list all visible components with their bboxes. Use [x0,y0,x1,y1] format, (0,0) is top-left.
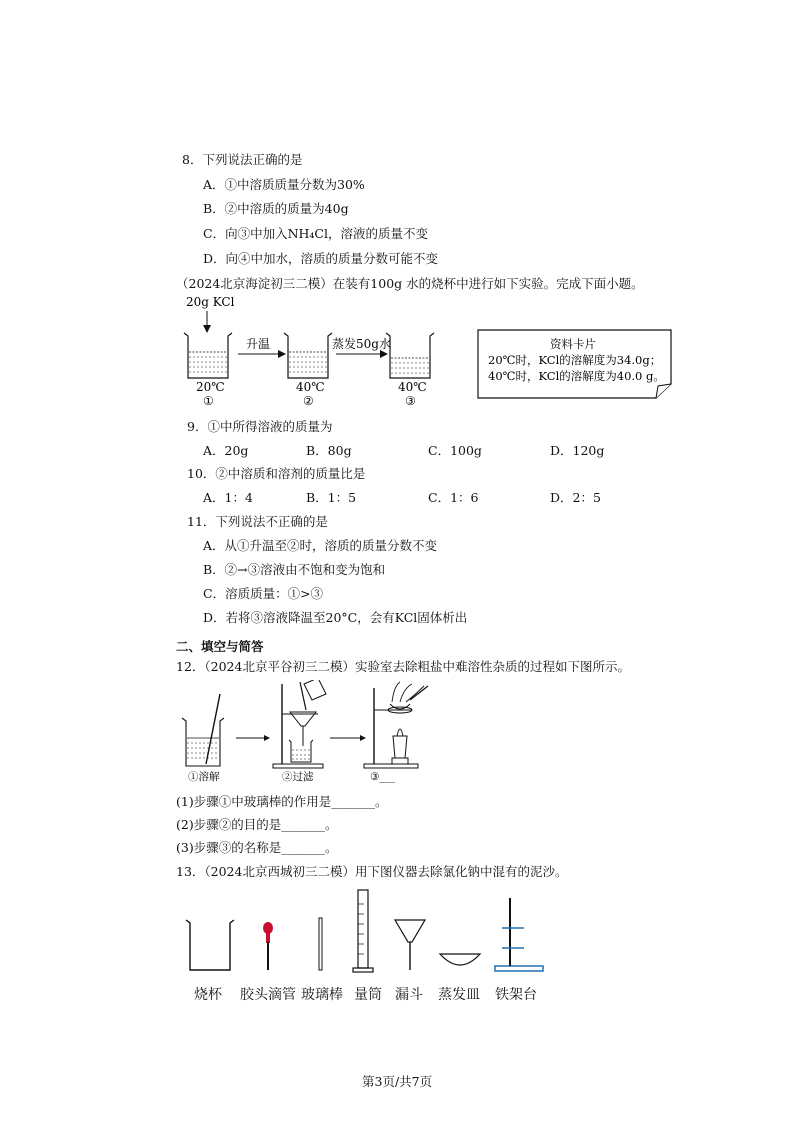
funnel-icon [395,920,425,970]
card-line-2: 40℃时，KCl的溶解度为40.0 g。 [488,369,665,383]
glass-rod-icon [319,918,322,970]
q11-stem: 11．下列说法不正确的是 [187,514,328,529]
q10-option-d: D．2：5 [550,490,601,505]
q10-stem: 10．②中溶质和溶剂的质量比是 [187,466,366,481]
q9-option-b: B．80g [306,443,352,458]
beaker-icon [186,920,234,970]
q8-option-a: A．①中溶质质量分数为30% [203,177,365,192]
q10-option-a: A．1：4 [203,490,253,505]
step-arrow-2-head [360,735,366,741]
instrument-label-funnel: 漏斗 [395,987,423,1003]
page-footer: 第3页/共7页 [362,1074,433,1089]
experiment-figure [176,292,676,412]
q12-sub-2: (2)步骤②的目的是_______。 [176,817,338,832]
dissolve-beaker [182,694,224,766]
q12-sub-1: (1)步骤①中玻璃棒的作用是_______。 [176,794,388,809]
q11-option-a: A．从①升温至②时，溶质的质量分数不变 [203,538,438,553]
q8-option-b: B．②中溶质的质量为40g [203,201,349,216]
temp-1: 20℃ [196,380,225,394]
num-1: ① [203,394,214,408]
glass-rod [206,694,220,764]
down-arrow-head [203,325,211,333]
instrument-label-dropper: 胶头滴管 [240,987,296,1003]
arrow-1-head [278,350,286,358]
temp-3: 40℃ [398,380,427,394]
filtration-apparatus [273,680,326,768]
q9-option-c: C．100g [428,443,482,458]
instruments-figure [180,884,560,980]
evaporating-dish-icon [440,954,480,965]
section-heading: 二、填空与简答 [176,639,264,654]
graduated-cylinder-icon [353,890,373,972]
fig-label-step3: ③___ [370,771,396,783]
arrow-2-head [380,350,388,358]
q8-option-c: C．向③中加入NH₄Cl，溶液的质量不变 [203,226,428,241]
arrow1-label: 升温 [246,337,271,351]
num-3: ③ [405,394,416,408]
iron-stand-icon [495,898,543,971]
instrument-label-cylinder: 量筒 [354,987,382,1003]
q10-option-b: B．1：5 [306,490,357,505]
q9-option-a: A．20g [203,443,249,458]
instrument-label-beaker: 烧杯 [194,987,222,1003]
q12-stem: 12．（2024北京平谷初三二模）实验室去除粗盐中难溶性杂质的过程如下图所示。 [176,659,630,674]
q11-option-d: D．若将③溶液降温至20°C，会有KCl固体析出 [203,610,468,625]
instrument-label-stand: 铁架台 [495,987,537,1003]
instrument-label-rod: 玻璃棒 [301,987,343,1003]
card-line-1: 20℃时，KCl的溶解度为34.0g； [488,353,662,367]
fig-label-dissolve: ①溶解 [188,771,220,783]
q9-stem: 9．①中所得溶液的质量为 [187,419,333,434]
q11-option-c: C．溶质质量：①>③ [203,586,324,601]
dropper-icon [263,922,273,970]
instrument-label-dish: 蒸发皿 [438,987,480,1003]
q10-option-c: C．1：6 [428,490,479,505]
step-arrow-1-head [264,735,270,741]
beaker-2 [284,333,332,378]
card-title: 资料卡片 [550,337,596,351]
intro-text: （2024北京海淀初三二模）在装有100g 水的烧杯中进行如下实验。完成下面小题。 [176,276,644,291]
add-kcl-label: 20g KCl [186,295,235,309]
q8-stem: 8．下列说法正确的是 [182,152,303,167]
temp-2: 40℃ [296,380,325,394]
q8-option-d: D．向④中加水，溶质的质量分数可能不变 [203,251,439,266]
q12-sub-3: (3)步骤③的名称是_______。 [176,840,338,855]
beaker-1 [184,333,232,378]
arrow2-label: 蒸发50g水 [332,337,391,351]
q9-option-d: D．120g [550,443,605,458]
q13-stem: 13．（2024北京西城初三二模）用下图仪器去除氯化钠中混有的泥沙。 [176,864,568,879]
beaker-3 [386,333,434,378]
q11-option-b: B．②→③溶液由不饱和变为饱和 [203,562,386,577]
filtration-figure [178,680,438,784]
num-2: ② [303,394,314,408]
evaporation-apparatus [364,682,428,768]
fig-label-filter: ②过滤 [282,771,314,783]
